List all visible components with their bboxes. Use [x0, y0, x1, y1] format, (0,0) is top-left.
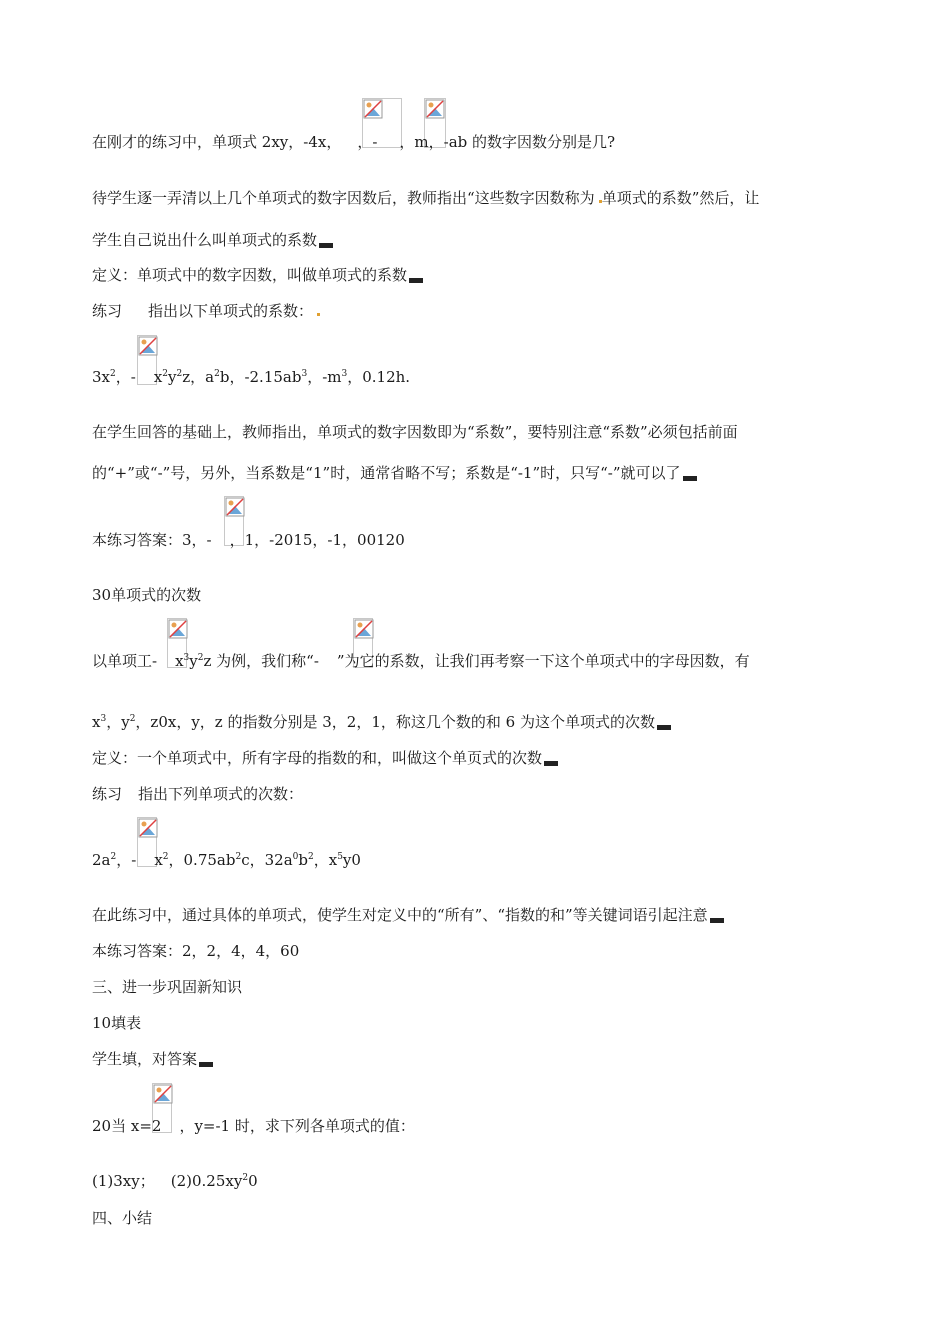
- text: y: [189, 652, 198, 670]
- text: 定义：单项式中的数字因数，叫做单项式的系数: [92, 266, 408, 284]
- text: 练习: [92, 302, 123, 320]
- superscript: 2: [176, 369, 183, 379]
- text: x: [92, 713, 101, 731]
- text: 定义：一个单项式中，所有字母的指数的和，叫做这个单页式的次数: [92, 749, 543, 767]
- text: 0: [248, 1172, 258, 1190]
- paragraph-end-mark: [657, 725, 671, 730]
- text: ，0.12h.: [347, 368, 411, 386]
- text: ，x: [313, 851, 338, 869]
- paragraph-line: [92, 1116, 415, 1136]
- superscript: 2: [162, 852, 169, 862]
- text: x: [175, 652, 184, 670]
- superscript: 2: [129, 714, 136, 724]
- text: 本练习答案：2，2，4，4，60: [92, 942, 300, 960]
- paragraph-line: [92, 905, 724, 925]
- text: ，z0x，y，z 的指数分别是 3，2，1，称这几个数的和 6 为这个单项式的次数: [135, 713, 655, 731]
- text: ，y: [106, 713, 130, 731]
- text: 指出下列单项式的次数：: [138, 785, 304, 803]
- paragraph-line: [92, 422, 738, 442]
- text: (2)0.25xy: [170, 1172, 243, 1190]
- section-heading: [92, 977, 242, 997]
- paragraph-line: [92, 367, 410, 387]
- text: 学生自己说出什么叫单项式的系数: [92, 231, 318, 249]
- paragraph-end-mark: [683, 476, 697, 481]
- paragraph-line: [92, 1013, 141, 1033]
- superscript: 2: [110, 852, 117, 862]
- superscript: 2: [110, 369, 116, 379]
- text: ，1，-2015，-1，00120: [229, 531, 405, 549]
- mark-icon: [317, 313, 320, 316]
- text: 待学生逐一弄清以上几个单项式的数字因数后，教师指出“这些数字因数称为: [92, 189, 595, 207]
- text: ，-: [116, 851, 137, 869]
- text: z 为例，我们称“-: [203, 652, 319, 670]
- superscript: 3: [183, 653, 190, 663]
- paragraph-line: [92, 850, 361, 870]
- paragraph-line: [92, 188, 759, 208]
- text: 20当 x=2: [92, 1117, 162, 1135]
- text: x: [153, 368, 163, 386]
- text: y0: [342, 851, 361, 869]
- paragraph-line: [92, 1049, 213, 1069]
- paragraph-line: [92, 941, 299, 961]
- text: 2a: [92, 851, 111, 869]
- text: 三、进一步巩固新知识: [92, 978, 243, 996]
- text: 30单项式的次数: [92, 586, 202, 604]
- paragraph-end-mark: [199, 1062, 213, 1067]
- text: 本练习答案：3，-: [92, 531, 212, 549]
- superscript: 5: [337, 852, 343, 862]
- text: b: [298, 851, 308, 869]
- paragraph-line: [92, 1171, 258, 1191]
- superscript: 2: [197, 653, 204, 663]
- superscript: 2: [307, 852, 314, 862]
- text: 在学生回答的基础上，教师指出，单项式的数字因数即为“系数”，要特别注意“系数”必须包括前面: [92, 423, 738, 441]
- text: z，a: [182, 368, 215, 386]
- superscript: 2: [242, 1173, 249, 1183]
- text: ，m，-ab 的数字因数分别是几?: [399, 133, 616, 151]
- text: (1)3xy；: [92, 1172, 155, 1190]
- paragraph-line: [92, 230, 333, 250]
- text: ，0.75ab: [168, 851, 236, 869]
- paragraph-line: [92, 463, 697, 483]
- text: 的“+”或“-”号，另外，当系数是“1”时，通常省略不写；系数是“-1”时，只写“-”就可以了: [92, 464, 681, 482]
- text: ，-: [115, 368, 136, 386]
- section-heading: [92, 1208, 152, 1228]
- text: ，-m: [307, 368, 342, 386]
- paragraph-end-mark: [710, 918, 724, 923]
- paragraph-end-mark: [409, 278, 423, 283]
- text: 练习: [92, 785, 123, 803]
- text: 3x: [92, 368, 111, 386]
- text: y: [168, 368, 177, 386]
- paragraph-line: [92, 265, 423, 285]
- text: 在刚才的练习中，单项式 2xy，-4x，: [92, 133, 342, 151]
- superscript: 0: [292, 852, 299, 862]
- superscript: 3: [341, 369, 348, 379]
- paragraph-line: [92, 132, 615, 152]
- paragraph-line: [92, 651, 750, 671]
- superscript: 2: [162, 369, 169, 379]
- text: 学生填，对答案: [92, 1050, 198, 1068]
- paragraph-line: [92, 784, 303, 804]
- text: 单项式的系数”然后，让: [601, 189, 760, 207]
- text: 指出以下单项式的系数：: [148, 302, 314, 320]
- superscript: 2: [214, 369, 220, 379]
- text: ”为它的系数，让我们再考察一下这个单项式中的字母因数，有: [336, 652, 750, 670]
- text: 在此练习中，通过具体的单项式，使学生对定义中的“所有”、“指数的和”等关键词语引起注意: [92, 906, 708, 924]
- text: 四、小结: [92, 1209, 153, 1227]
- superscript: 3: [301, 369, 308, 379]
- text: b，-2.15ab: [219, 368, 302, 386]
- text: 10填表: [92, 1014, 142, 1032]
- paragraph-line: [92, 301, 320, 321]
- superscript: 2: [235, 852, 242, 862]
- paragraph-end-mark: [319, 243, 333, 248]
- paragraph-line: [92, 712, 671, 732]
- superscript: 3: [100, 714, 107, 724]
- paragraph-line: [92, 748, 558, 768]
- paragraph-end-mark: [544, 761, 558, 766]
- text: x: [154, 851, 163, 869]
- text: 以单项工-: [92, 652, 158, 670]
- text: c，32a: [241, 851, 293, 869]
- section-heading: [92, 585, 201, 605]
- paragraph-line: [92, 530, 405, 550]
- text: ，-: [357, 133, 378, 151]
- text: ，y=-1 时，求下列各单项式的值：: [179, 1117, 415, 1135]
